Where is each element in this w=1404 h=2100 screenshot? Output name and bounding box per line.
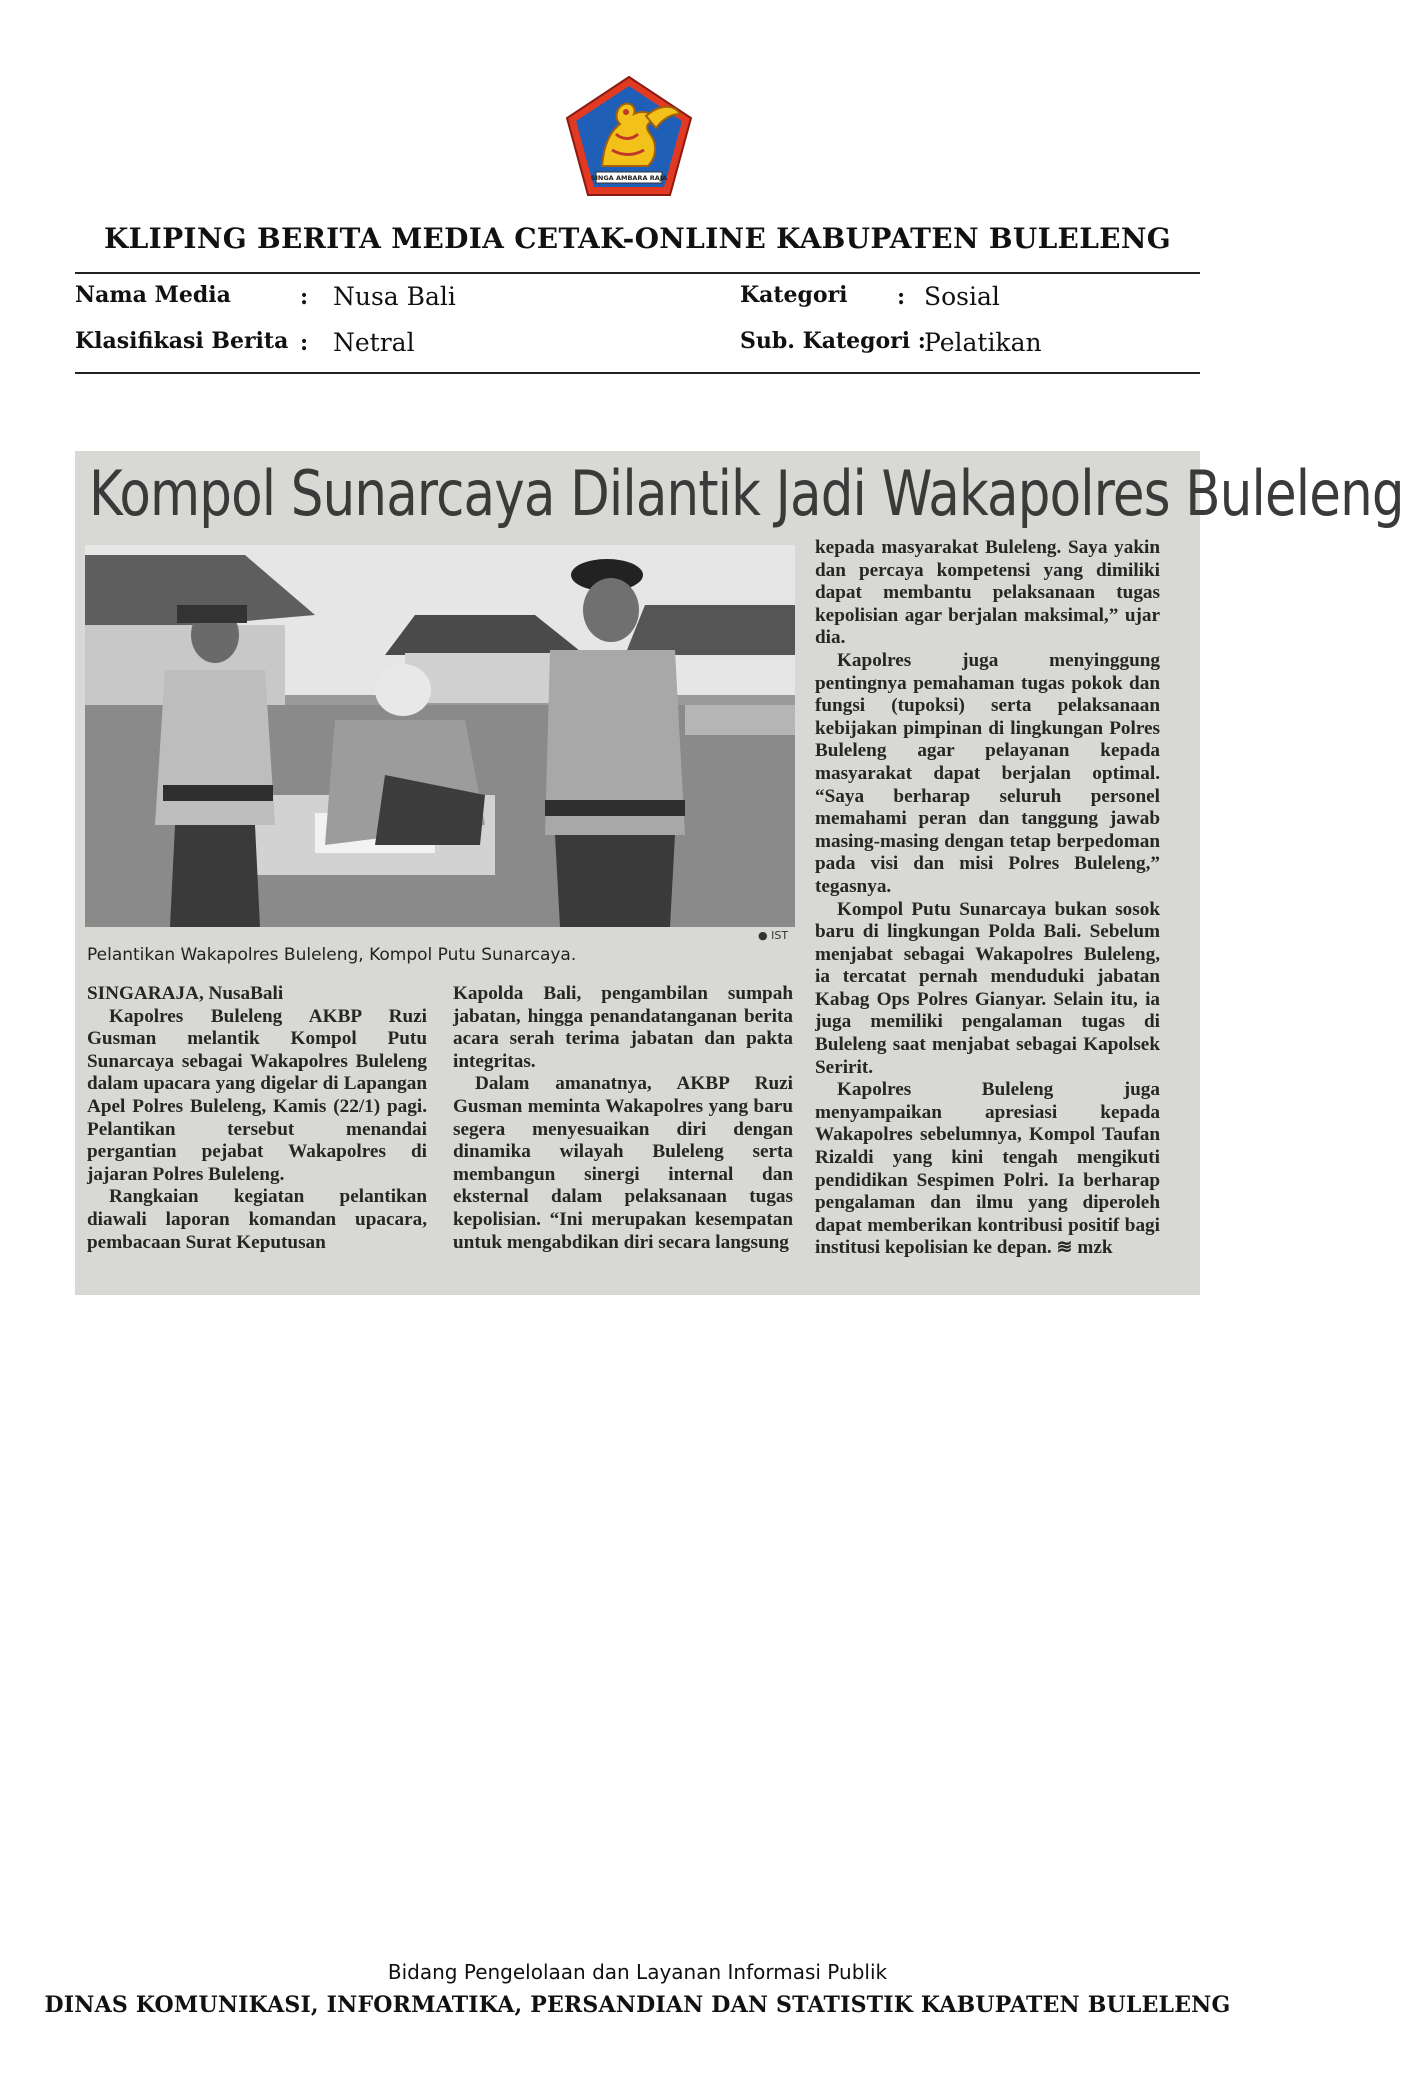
media-value: Nusa Bali xyxy=(333,282,456,311)
news-clipping xyxy=(75,451,1404,1295)
paragraph: Rangkaian kegiatan pelantikan diawali laporan komandan upacara, pembacaan Surat Keputusan xyxy=(87,1186,427,1253)
divider-top xyxy=(75,272,1200,274)
paragraph: Kapolres Buleleng juga menyampaikan apresiasi kepada Wakapolres sebelumnya, Kompol Taufan Rizaldi yang kini tengah mengikuti pendidikan Sespimen Polri. Ia berharap pengalaman dan ilmu yang diperoleh dapat memberikan kontribusi positif bagi institusi kepolisian ke depan. ≋ mzk xyxy=(815,1079,1160,1259)
article-photo xyxy=(85,545,795,927)
kabupaten-buleleng-crest-icon xyxy=(562,74,696,198)
article-headline: Kompol Sunarcaya Dilantik Jadi Wakapolres Buleleng xyxy=(89,457,1404,530)
kategori-value: Sosial xyxy=(924,282,1000,311)
page-title: KLIPING BERITA MEDIA CETAK-ONLINE KABUPATEN BULELENG xyxy=(104,222,1171,255)
footer-department: Bidang Pengelolaan dan Layanan Informasi Publik xyxy=(387,1960,888,1984)
paragraph: Kapolres juga menyinggung pentingnya pemahaman tugas pokok dan fungsi (tupoksi) serta pelaksanaan kebijakan pimpinan di lingkungan Polres Buleleng agar pelayanan kepada masyarakat dapat berjalan optimal. “Saya berharap seluruh personel memahami peran dan tanggung jawab masing-masing dengan tetap berpedoman pada visi dan misi Polres Buleleng,” tegasnya. xyxy=(815,649,1160,897)
klasifikasi-colon: : xyxy=(300,330,309,356)
photo-caption: Pelantikan Wakapolres Buleleng, Kompol Putu Sunarcaya. xyxy=(87,945,577,965)
klasifikasi-label: Klasifikasi Berita xyxy=(75,328,289,354)
media-colon: : xyxy=(300,284,309,310)
klasifikasi-value: Netral xyxy=(333,328,415,357)
article-column-2 xyxy=(453,983,793,1254)
paragraph: Kompol Putu Sunarcaya bukan sosok baru di lingkungan Polda Bali. Sebelum menjabat sebagai Wakapolres Buleleng, ia tercatat pernah menduduki jabatan Kabag Ops Polres Gianyar. Selain itu, ia juga memiliki pengalaman tugas di Buleleng saat menjabat sebagai Kapolsek Seririt. xyxy=(815,898,1160,1078)
byline: mzk xyxy=(1077,1237,1113,1259)
nusabali-mark-icon: ≋ xyxy=(1056,1237,1073,1259)
logo-motto: SINGA AMBARA RAJA xyxy=(590,174,668,182)
article-column-1 xyxy=(87,983,427,1254)
subkategori-value: Pelatikan xyxy=(924,328,1042,357)
paragraph: kepada masyarakat Buleleng. Saya yakin dan percaya kompetensi yang dimiliki dapat membantu pelaksanaan tugas kepolisian agar berjalan maksimal,” ujar dia. xyxy=(815,537,1160,649)
paragraph: Dalam amanatnya, AKBP Ruzi Gusman meminta Wakapolres yang baru segera menyesuaikan diri dengan dinamika wilayah Buleleng serta membangun sinergi internal dan eksternal dalam pelaksanaan tugas kepolisian. “Ini merupakan kesempatan untuk mengabdikan diri secara langsung xyxy=(453,1073,793,1253)
media-label: Nama Media xyxy=(75,282,231,308)
dateline: SINGARAJA, NusaBali xyxy=(87,983,284,1004)
article-column-3 xyxy=(815,537,1160,1260)
subkategori-label: Sub. Kategori : xyxy=(740,328,926,354)
paragraph: Kapolda Bali, pengambilan sumpah jabatan, hingga penandatanganan berita acara serah terima jabatan dan pakta integritas. xyxy=(453,983,793,1072)
footer-agency: DINAS KOMUNIKASI, INFORMATIKA, PERSANDIAN DAN STATISTIK KABUPATEN BULELENG xyxy=(44,1992,1231,2018)
paragraph: Kapolres Buleleng AKBP Ruzi Gusman melantik Kompol Putu Sunarcaya sebagai Wakapolres Buleleng dalam upacara yang digelar di Lapangan Apel Polres Buleleng, Kamis (22/1) pagi. Pelantikan tersebut menandai pergantian pejabat Wakapolres di jajaran Polres Buleleng. xyxy=(87,1005,427,1185)
kategori-colon: : xyxy=(897,284,906,310)
kategori-label: Kategori xyxy=(740,282,848,308)
photo-credit: ● IST xyxy=(758,929,789,942)
divider-bottom xyxy=(75,372,1200,374)
